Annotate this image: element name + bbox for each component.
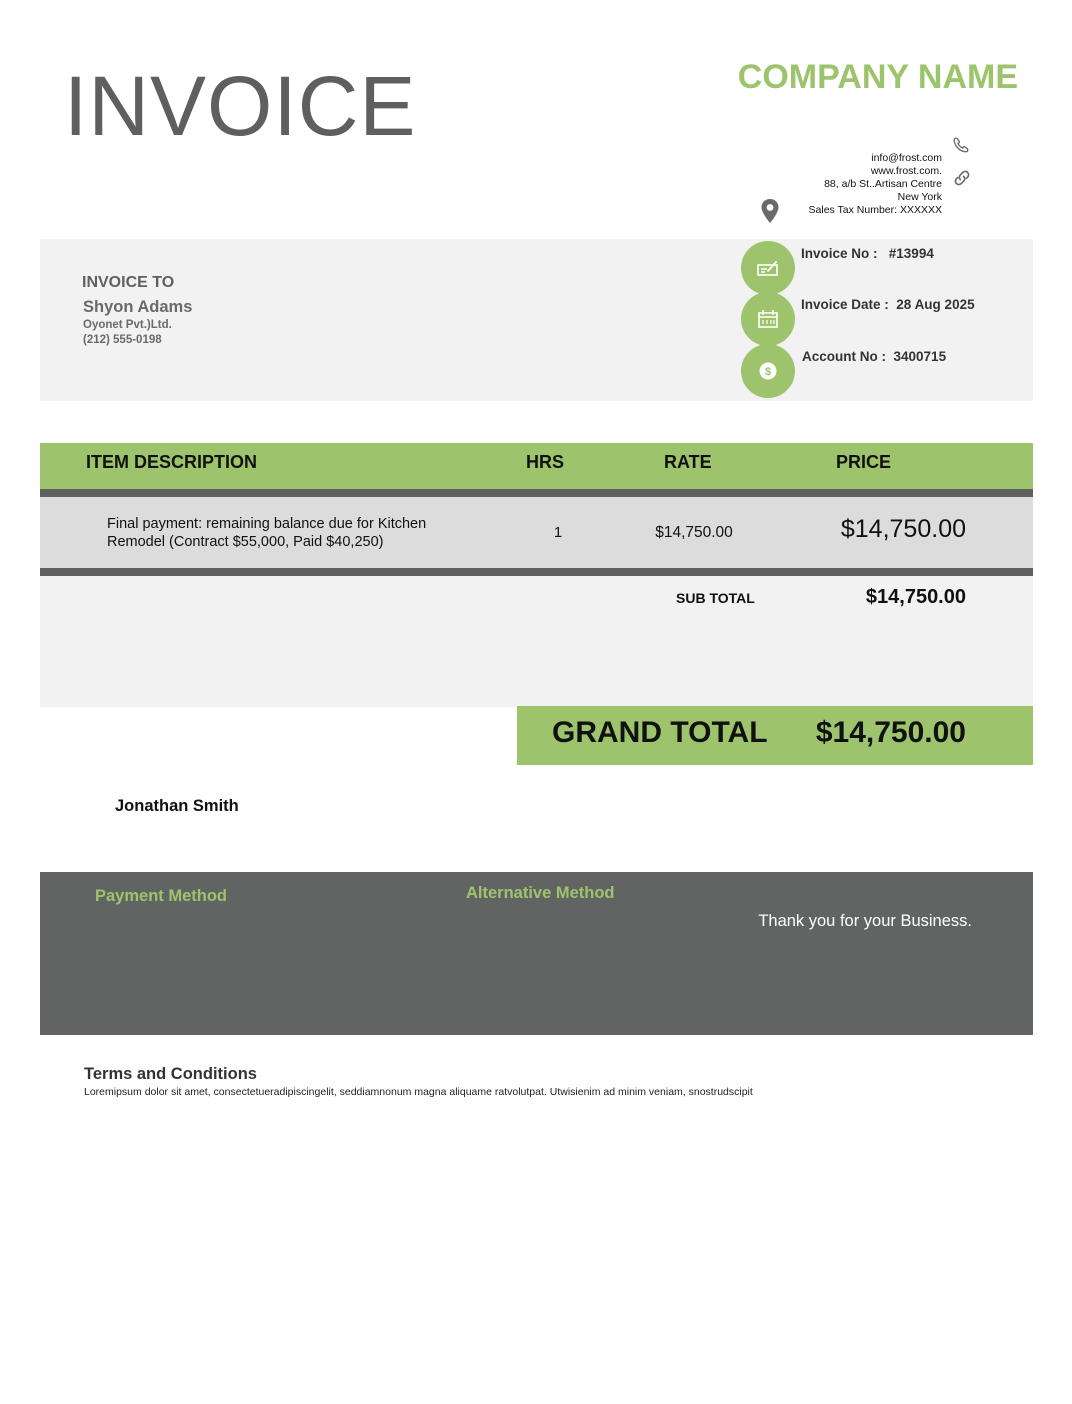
client-name: Shyon Adams <box>83 298 193 316</box>
svg-text:$: $ <box>764 366 772 378</box>
invoice-number: #13994 <box>888 246 934 261</box>
company-website[interactable]: www.frost.com. <box>870 165 942 177</box>
invoice-number-row <box>801 246 934 261</box>
signer-name: Jonathan Smith <box>115 797 239 815</box>
calendar-icon <box>757 309 779 329</box>
payment-method-label: Payment Method <box>95 887 228 905</box>
row-description: Final payment: remaining balance due for Kitchen Remodel (Contract $55,000, Paid $40,250) <box>107 516 427 550</box>
calendar-icon-circle <box>741 292 795 346</box>
row-hrs: 1 <box>553 524 563 541</box>
table-divider <box>40 568 1033 576</box>
col-header-description: ITEM DESCRIPTION <box>86 452 258 472</box>
location-pin-icon <box>760 198 780 224</box>
table-divider <box>40 489 1033 497</box>
phone-icon <box>952 136 970 154</box>
check-icon <box>756 259 780 277</box>
invoice-to-heading: INVOICE TO <box>82 274 175 291</box>
client-phone: (212) 555-0198 <box>83 334 162 346</box>
subtotal-value: $14,750.00 <box>865 586 966 608</box>
invoice-date-label: Invoice Date : <box>801 297 889 312</box>
invoice-title: INVOICE <box>64 59 417 153</box>
link-icon <box>952 168 972 188</box>
client-company: Oyonet Pvt.)Ltd. <box>83 319 172 331</box>
dollar-icon <box>758 361 778 381</box>
check-icon-circle <box>741 241 795 295</box>
account-number-label: Account No : <box>802 349 886 364</box>
subtotal-label: SUB TOTAL <box>676 590 755 606</box>
col-header-price: PRICE <box>836 452 892 472</box>
company-address-line2: New York <box>897 191 942 203</box>
company-tax-number: Sales Tax Number: XXXXXX <box>808 204 942 216</box>
grand-total-label: GRAND TOTAL <box>552 716 768 749</box>
grand-total-value: $14,750.00 <box>815 716 966 749</box>
invoice-number-label: Invoice No : <box>801 246 878 261</box>
alternative-method-label: Alternative Method <box>466 884 615 902</box>
row-price: $14,750.00 <box>840 515 966 543</box>
company-address-line1: 88, a/b St..Artisan Centre <box>824 178 942 190</box>
company-contact <box>760 152 942 217</box>
company-name: COMPANY NAME <box>737 58 1018 96</box>
invoice-date-row <box>801 297 975 312</box>
company-email[interactable]: info@frost.com <box>871 152 942 164</box>
account-number-row <box>802 349 946 364</box>
terms-text: Loremipsum dolor sit amet, consectetueradipiscingelit, seddiamnonum magna aliquame ratvolutpat. Utwisienim ad minim veniam, snostrudscipit <box>84 1086 753 1098</box>
invoice-date: 28 Aug 2025 <box>896 297 975 312</box>
col-header-rate: RATE <box>664 452 712 472</box>
dollar-icon-circle <box>741 344 795 398</box>
bill-to-band <box>40 239 1033 401</box>
account-number: 3400715 <box>893 349 947 364</box>
thank-you-note: Thank you for your Business. <box>758 912 972 930</box>
col-header-hrs: HRS <box>526 452 565 472</box>
terms-title: Terms and Conditions <box>84 1065 257 1083</box>
row-rate: $14,750.00 <box>655 524 733 541</box>
